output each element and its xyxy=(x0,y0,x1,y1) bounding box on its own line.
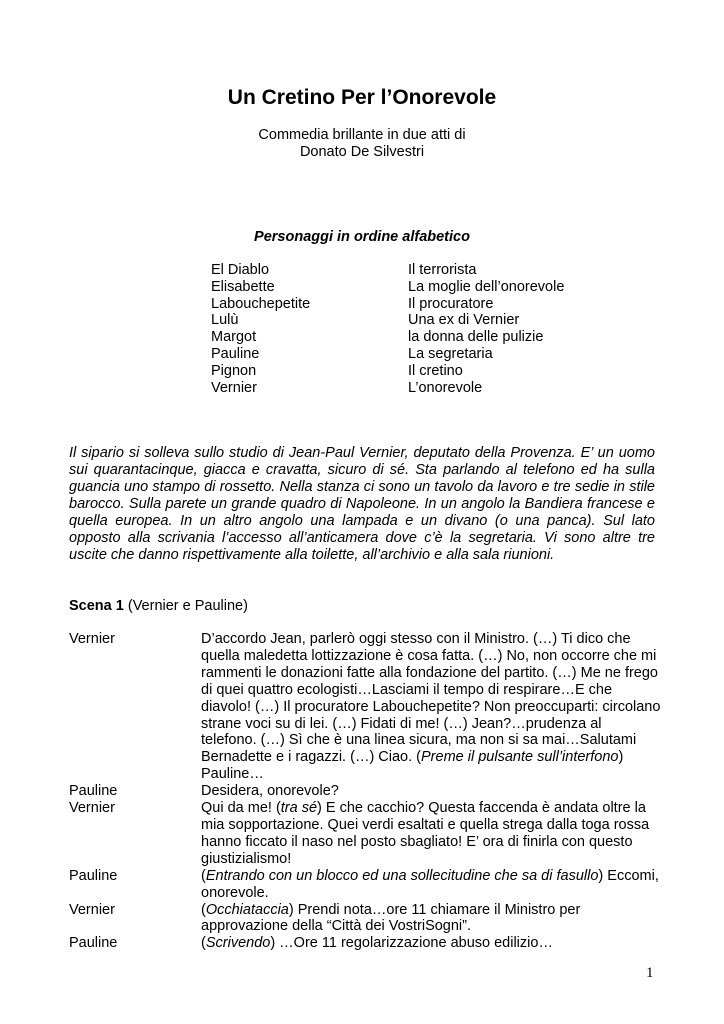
speech-text xyxy=(201,800,661,868)
cast-role: Il cretino xyxy=(408,362,463,379)
cast-row xyxy=(211,363,611,380)
cast-name: Elisabette xyxy=(211,278,275,295)
subtitle xyxy=(0,127,724,161)
speaker-name: Vernier xyxy=(69,800,115,817)
cast-row xyxy=(211,279,611,296)
scene-label: Scena 1 xyxy=(69,598,124,614)
cast-list xyxy=(211,262,611,396)
speaker-name: Vernier xyxy=(69,901,115,918)
speech-segment: ) …Ore 11 regolarizzazione abuso edilizio… xyxy=(270,935,553,952)
stage-direction: Occhiataccia xyxy=(205,901,289,918)
speech-text xyxy=(201,631,661,783)
cast-row xyxy=(211,312,611,329)
subtitle-line-1: Commedia brillante in due atti di xyxy=(258,127,466,143)
speaker-name: Pauline xyxy=(69,783,118,800)
dialogue-line xyxy=(69,935,669,952)
stage-direction: Preme il pulsante sull’interfono xyxy=(421,749,619,766)
cast-name: El Diablo xyxy=(211,262,270,278)
speech-segment: D’accordo Jean, parlerò oggi stesso con il Ministro. (…) Ti dico che quella maledetta lottizzazione è cosa fatta. (…) No, non occorre che mi rammenti le donazioni fatte alla fondazione del partito. (…) Me ne frego di quei quattro ecologisti…Lasciami il tempo di respirare…E che diavolo! (…) Il procuratore Labouchepetite? Non preoccuparti: circolano strane voci su di lei. (…) Fidati di me! (…) Jean?…prudenza al telefono. (…) Sì che è una linea sicura, ma non si sa mai…Salutami Bernadette e i ragazzi. (…) Ciao. ( xyxy=(201,631,661,766)
dialogue xyxy=(69,631,669,952)
stage-direction: Entrando con un blocco ed una sollecitudine che sa di fasullo xyxy=(205,867,599,884)
speech-text xyxy=(201,935,661,952)
stage-direction: Scrivendo xyxy=(205,935,271,952)
cast-row xyxy=(211,296,611,313)
cast-name: Margot xyxy=(211,329,257,346)
scene-heading xyxy=(69,598,248,614)
cast-row xyxy=(211,346,611,363)
cast-role: Il procuratore xyxy=(408,295,494,312)
speech-segment: ) E che cacchio? Questa faccenda è andata oltre la mia sopportazione. Quei verdi esaltati e quella strega dalla toga rossa hanno ficcato il naso nel posto sbagliato! E’ ora di finirla con questo giustizialismo! xyxy=(201,800,650,867)
stage-direction: tra sé xyxy=(280,800,318,817)
speech-text xyxy=(201,783,661,800)
dialogue-line xyxy=(69,783,669,800)
speaker-name: Vernier xyxy=(69,631,115,647)
dialogue-line xyxy=(69,868,669,902)
cast-role: Il terrorista xyxy=(408,262,477,278)
speech-segment: ( xyxy=(201,867,206,884)
cast-row xyxy=(211,329,611,346)
cast-name: Lulù xyxy=(211,312,239,329)
speech-text xyxy=(201,902,661,936)
speech-segment: Qui da me! ( xyxy=(201,800,281,817)
document-title: Un Cretino Per l’Onorevole xyxy=(227,86,497,109)
speaker-name: Pauline xyxy=(69,867,118,884)
cast-heading: Personaggi in ordine alfabetico xyxy=(254,229,470,245)
scene-characters: (Vernier e Pauline) xyxy=(127,598,248,614)
cast-role: la donna delle pulizie xyxy=(408,329,544,346)
cast-row xyxy=(211,380,611,397)
author-line: Donato De Silvestri xyxy=(299,144,425,160)
cast-role: La segretaria xyxy=(408,345,493,362)
stage-directions: Il sipario si solleva sullo studio di Jean-Paul Vernier, deputato della Provenza. E’ un uomo sui quarantacinque, giacca e cravatta, sicuro di sé. Sta parlando al telefono ed ha sulla guancia uno stampo di rossetto. Nella stanza ci sono un tavolo da lavoro e tre sedie in stile barocco. Sulla parete un grande quadro di Napoleone. In un angolo la Bandiera francese e quella europea. In un altro angolo una lampada e un divano (o una panca). Sul lato opposto alla scrivania l’accesso all’anticamera dove c’è la segretaria. Vi sono altre tre uscite che danno rispettivamente alla toilette, all’archivio e alla sala riunioni. xyxy=(69,445,655,563)
speech-segment: ) Pauline… xyxy=(201,749,624,783)
dialogue-line xyxy=(69,631,669,783)
cast-role: La moglie dell’onorevole xyxy=(408,278,565,295)
speech-segment: ) Prendi nota…ore 11 chiamare il Ministro per approvazione della “Città dei VostriSogni”. xyxy=(201,901,581,935)
speech-text xyxy=(201,868,661,902)
cast-name: Pignon xyxy=(211,362,257,379)
speech-segment: ( xyxy=(201,935,206,952)
dialogue-line xyxy=(69,800,669,868)
page-number: 1 xyxy=(646,965,654,981)
cast-name: Pauline xyxy=(211,345,260,362)
cast-role: L’onorevole xyxy=(408,379,483,396)
cast-name: Vernier xyxy=(211,379,257,396)
cast-name: Labouchepetite xyxy=(211,295,311,312)
cast-role: Una ex di Vernier xyxy=(408,312,520,329)
speaker-name: Pauline xyxy=(69,935,118,952)
dialogue-line xyxy=(69,902,669,936)
speech-segment: ) Eccomi, onorevole. xyxy=(201,867,659,901)
cast-row xyxy=(211,262,611,279)
speech-segment: Desidera, onorevole? xyxy=(201,783,339,800)
speech-segment: ( xyxy=(201,901,206,918)
